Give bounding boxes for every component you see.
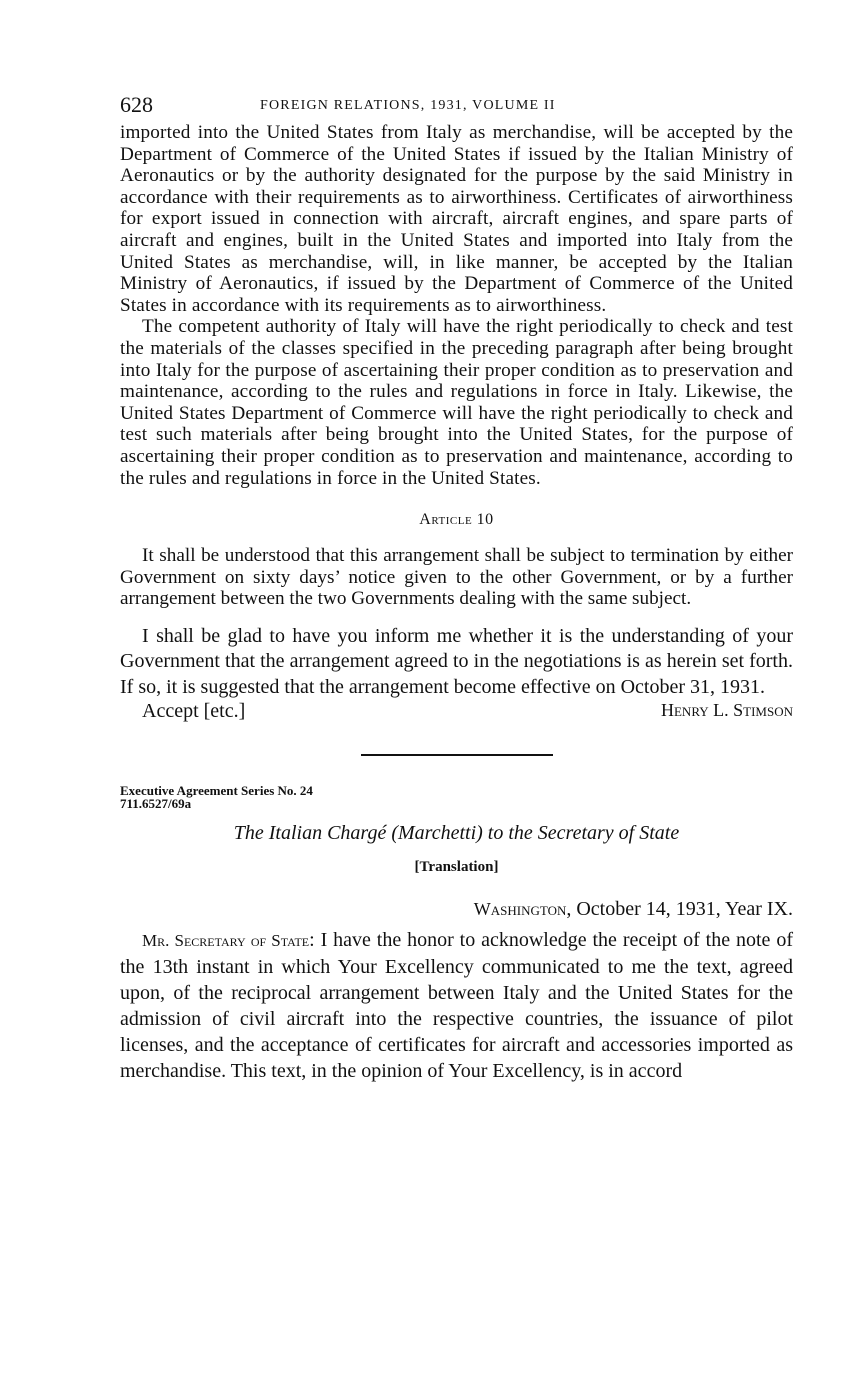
- section-divider: [361, 754, 553, 756]
- running-head: [120, 92, 793, 122]
- paragraph-termination: It shall be understood that this arrangement shall be subject to termination by either Government on sixty days’ notice given to the other Government, or by a further arrangement between the two Governments dealing with the same subject.: [120, 545, 793, 610]
- document-references: [120, 784, 793, 810]
- salutation: Mr. Secretary of State: [142, 931, 310, 951]
- running-head-title: FOREIGN RELATIONS, 1931, VOLUME II: [260, 98, 556, 113]
- translation-note: [Translation]: [414, 859, 499, 876]
- document-title: The Italian Chargé (Marchetti) to the Secretary of State: [233, 822, 680, 845]
- letter-body-text: : I have the honor to acknowledge the receipt of the note of the 13th instant in which Your Excellency communicated to me the text, agreed upon, of the reciprocal arrangement between Italy and the United States for the admission of civil aircraft into the respective countries, the issuance of pilot licenses, and the acceptance of certificates for aircraft and accessories imported as merchandise. This text, in the opinion of Your Excellency, is in accord: [120, 929, 793, 1083]
- agreement-series: Executive Agreement Series No. 24: [120, 783, 313, 799]
- closing-line: [120, 700, 793, 726]
- dateline-place: Washington: [473, 899, 567, 920]
- accept-formula: Accept [etc.]: [142, 700, 246, 723]
- letter-body-paragraph: [120, 927, 793, 1084]
- paragraph-continuation: imported into the United States from Italy as merchandise, will be accepted by the Department of Commerce of the United States if issued by the Italian Ministry of Aeronautics or by the authority designated for the purpose by the said Ministry in accordance with their requirements as to airworthiness. Certificates of airworthiness for export issued in connection with aircraft, aircraft engines, and spare parts of aircraft and engines, built in the United States and imported into Italy from the United States as merchandise, will, in like manner, be accepted by the Italian Ministry of Aeronautics, if issued by the Department of Commerce of the United States in accordance with its requirements as to airworthiness.: [120, 122, 793, 316]
- document-page: [120, 92, 793, 1084]
- file-number: 711.6527/69a: [120, 796, 192, 812]
- dateline: [120, 898, 793, 921]
- main-text-block: [120, 122, 793, 489]
- page-number: 628: [120, 92, 153, 117]
- paragraph-inspection-rights: The competent authority of Italy will have the right periodically to check and test the materials of the classes specified in the preceding paragraph after being brought into Italy for the purpose of ascertaining their proper condition as to preservation and maintenance, according to the rules and regulations in force in Italy. Likewise, the United States Department of Commerce will have the right periodically to check and test such materials after being brought into the United States, for the purpose of ascertaining their proper condition as to preservation and maintenance, according to the rules and regulations in force in the United States.: [120, 316, 793, 489]
- dateline-date: , October 14, 1931, Year IX.: [566, 898, 793, 921]
- article-heading: Article 10: [419, 511, 494, 529]
- signature: Henry L. Stimson: [660, 700, 793, 721]
- paragraph-closing-request: I shall be glad to have you inform me whether it is the understanding of your Government that the arrangement agreed to in the negotiations is as herein set forth. If so, it is suggested that the arrangement become effective on October 31, 1931.: [120, 624, 793, 698]
